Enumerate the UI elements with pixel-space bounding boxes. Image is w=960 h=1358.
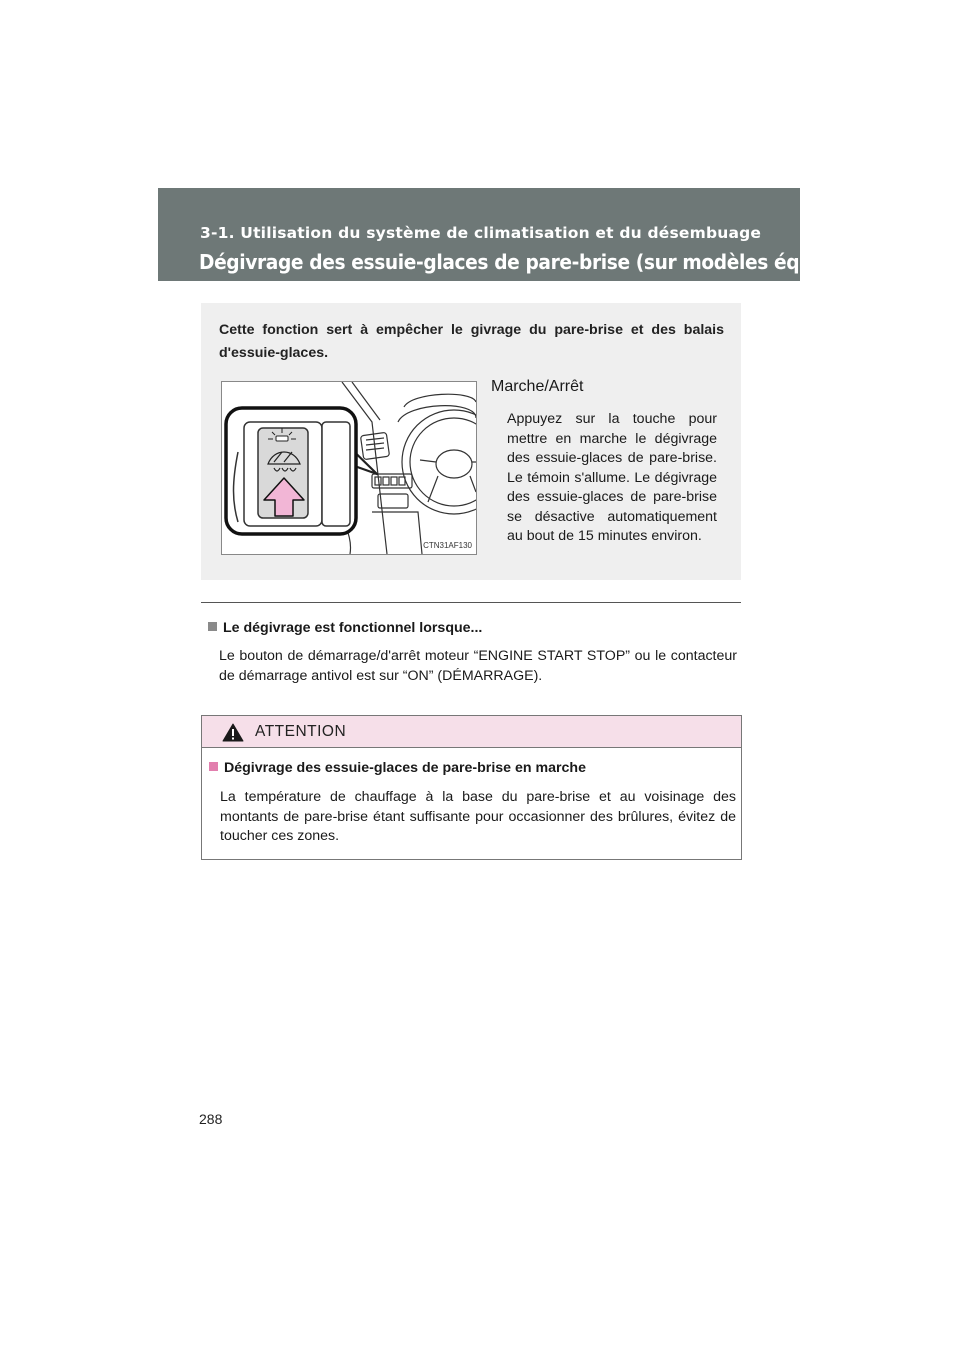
note-heading [208, 620, 482, 636]
intro-box [201, 303, 741, 580]
attention-label: ATTENTION [255, 723, 347, 740]
divider [201, 602, 741, 603]
operation-text: Appuyez sur la touche pour mettre en marche le dégivrage des essuie-glaces de pare-brise. Le témoin s'allume. Le dégivrage des essuie-glaces de pare-brise se désactive automatiquement au bout de 15 minutes environ. [507, 411, 717, 544]
attention-heading-text: Dégivrage des essuie-glaces de pare-brise en marche [224, 760, 586, 776]
note-body: Le bouton de démarrage/d'arrêt moteur “ENGINE START STOP” ou le contacteur de démarrage antivol est sur “ON” (DÉMARRAGE). [219, 648, 737, 684]
dashboard-illustration [222, 382, 476, 554]
page-number: 288 [199, 1111, 223, 1127]
attention-heading [209, 760, 586, 776]
section-label: 3-1. Utilisation du système de climatisation et du désembuage [200, 224, 762, 242]
operation-title: Marche/Arrêt [491, 378, 584, 395]
page-title: Dégivrage des essuie-glaces de pare-brise (sur modèles équipés) [199, 250, 863, 274]
figure-code: CTN31AF130 [423, 541, 472, 550]
attention-body: La température de chauffage à la base du pare-brise et au voisinage des montants de pare-brise étant suffisante pour occasionner des brûlures, évitez de toucher ces zones. [220, 789, 736, 844]
attention-header [202, 716, 741, 748]
bullet-square-icon [208, 622, 217, 631]
dashboard-figure [221, 381, 477, 555]
attention-box [201, 715, 742, 860]
warning-icon [222, 723, 244, 742]
bullet-square-icon [209, 762, 218, 771]
header-band [158, 188, 863, 281]
note-heading-text: Le dégivrage est fonctionnel lorsque... [223, 620, 483, 636]
intro-text: Cette fonction sert à empêcher le givrage du pare-brise et des balais d'essuie-glaces. [219, 322, 724, 361]
